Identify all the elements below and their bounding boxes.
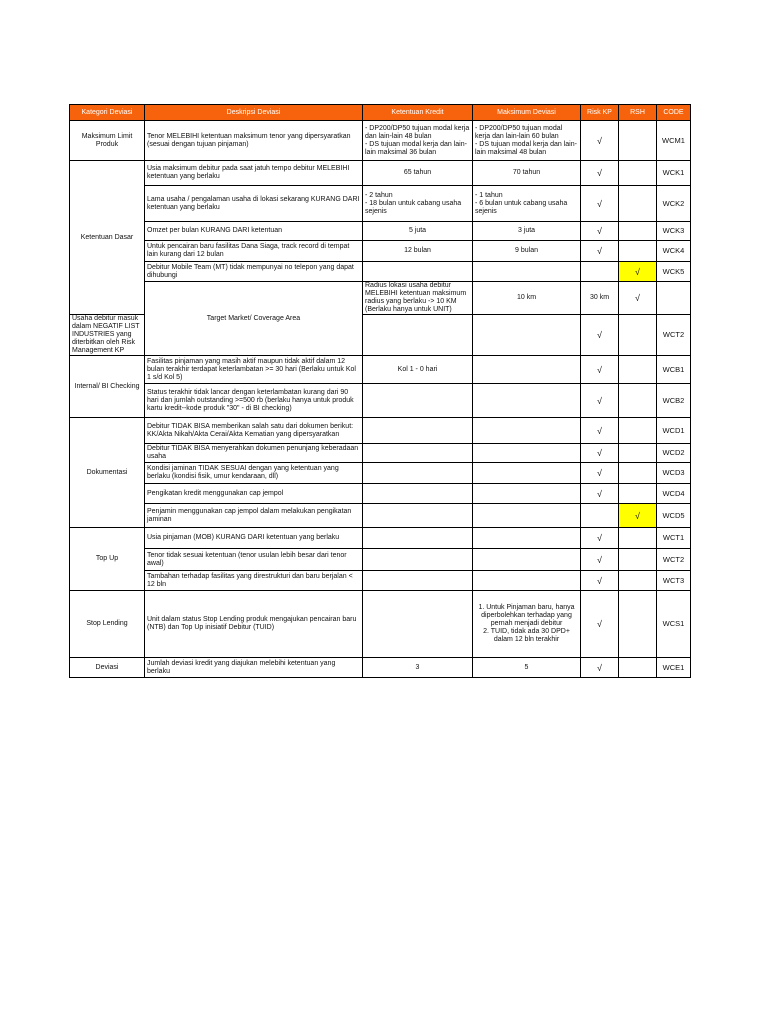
table-row	[70, 463, 691, 484]
rsh-check: √	[619, 504, 657, 528]
ketentuan-cell	[363, 528, 473, 549]
risk-kp-check: √	[581, 384, 619, 418]
code-cell: WCD5	[657, 504, 691, 528]
description-cell: Debitur Mobile Team (MT) tidak mempunyai no telepon yang dapat dihubungi	[145, 262, 363, 282]
table-row	[70, 121, 691, 161]
maksimum-cell	[473, 549, 581, 571]
maksimum-cell: 30 km	[581, 282, 619, 315]
code-cell: WCD3	[657, 463, 691, 484]
ketentuan-cell	[363, 444, 473, 463]
code-cell: WCK3	[657, 222, 691, 241]
code-cell: WCK2	[657, 186, 691, 222]
description-cell: Tambahan terhadap fasilitas yang direstrukturi dan baru berjalan < 12 bln	[145, 571, 363, 591]
risk-kp-check: √	[581, 418, 619, 444]
maksimum-cell	[473, 418, 581, 444]
description-cell: Usia maksimum debitur pada saat jatuh tempo debitur MELEBIHI ketentuan yang berlaku	[145, 161, 363, 186]
ketentuan-cell	[363, 315, 473, 356]
description-cell: Usaha debitur masuk dalam NEGATIF LIST INDUSTRIES yang diterbitkan oleh Risk Management KP	[70, 315, 145, 356]
table-row	[70, 484, 691, 504]
ketentuan-cell: 5 juta	[363, 222, 473, 241]
rsh-check	[619, 528, 657, 549]
table-row	[70, 282, 691, 315]
rsh-check	[619, 121, 657, 161]
table-row	[70, 528, 691, 549]
code-cell: WCB1	[657, 356, 691, 384]
header-ketentuan: Ketentuan Kredit	[363, 105, 473, 121]
table-row	[70, 161, 691, 186]
deviation-table	[69, 104, 691, 678]
risk-kp-check: √	[581, 356, 619, 384]
category-cell: Deviasi	[70, 658, 145, 678]
code-cell: WCS1	[657, 591, 691, 658]
rsh-check	[619, 356, 657, 384]
maksimum-cell: 9 bulan	[473, 241, 581, 262]
description-cell: Tenor MELEBIHI ketentuan maksimum tenor yang dipersyaratkan (sesuai dengan tujuan pinjaman)	[145, 121, 363, 161]
description-cell: Debitur TIDAK BISA memberikan salah satu dari dokumen berikut: KK/Akta Nikah/Akta Cerai/Akta Kematian yang dipersyaratkan	[145, 418, 363, 444]
ketentuan-cell	[363, 484, 473, 504]
risk-kp-check: √	[581, 528, 619, 549]
rsh-check	[657, 282, 691, 315]
ketentuan-cell: 3	[363, 658, 473, 678]
rsh-check	[619, 463, 657, 484]
maksimum-cell	[473, 463, 581, 484]
ketentuan-cell: 10 km	[473, 282, 581, 315]
category-cell: Maksimum Limit Produk	[70, 121, 145, 161]
header-deskripsi: Deskripsi Deviasi	[145, 105, 363, 121]
ketentuan-cell	[363, 591, 473, 658]
header-kategori: Kategori Deviasi	[70, 105, 145, 121]
ketentuan-cell: 12 bulan	[363, 241, 473, 262]
risk-kp-check: √	[581, 444, 619, 463]
description-cell: Penjamin menggunakan cap jempol dalam melakukan pengikatan jaminan	[145, 504, 363, 528]
table-row	[70, 658, 691, 678]
description-cell: Lama usaha / pengalaman usaha di lokasi sekarang KURANG DARI ketentuan yang berlaku	[145, 186, 363, 222]
risk-kp-check: √	[619, 282, 657, 315]
table-row	[70, 418, 691, 444]
maksimum-cell: 5	[473, 658, 581, 678]
risk-kp-check: √	[581, 571, 619, 591]
code-cell: WCD2	[657, 444, 691, 463]
rsh-check	[619, 484, 657, 504]
category-cell: Stop Lending	[70, 591, 145, 658]
rsh-check	[619, 591, 657, 658]
ketentuan-cell: 65 tahun	[363, 161, 473, 186]
maksimum-cell	[473, 484, 581, 504]
maksimum-cell: 3 juta	[473, 222, 581, 241]
code-cell: WCT1	[657, 528, 691, 549]
category-cell: Target Market/ Coverage Area	[145, 282, 363, 356]
description-cell: Debitur TIDAK BISA menyerahkan dokumen penunjang keberadaan usaha	[145, 444, 363, 463]
rsh-check	[619, 161, 657, 186]
code-cell: WCT2	[657, 315, 691, 356]
description-cell: Usia pinjaman (MOB) KURANG DARI ketentuan yang berlaku	[145, 528, 363, 549]
table-row	[70, 356, 691, 384]
risk-kp-check: √	[581, 484, 619, 504]
ketentuan-cell	[363, 384, 473, 418]
code-cell: WCT2	[657, 549, 691, 571]
risk-kp-check: √	[581, 121, 619, 161]
description-cell: Fasilitas pinjaman yang masih aktif maupun tidak aktif dalam 12 bulan terakhir terdapat keterlambatan >= 30 hari (Berlaku untuk Kol 1 s/d Kol 5)	[145, 356, 363, 384]
risk-kp-check: √	[581, 591, 619, 658]
description-cell: Unit dalam status Stop Lending produk mengajukan pencairan baru (NTB) dan Top Up inisiatif Debitur (TUID)	[145, 591, 363, 658]
rsh-check	[619, 315, 657, 356]
maksimum-cell	[473, 504, 581, 528]
maksimum-cell: - 1 tahun - 6 bulan untuk cabang usaha sejenis	[473, 186, 581, 222]
ketentuan-cell	[363, 549, 473, 571]
table-row	[70, 444, 691, 463]
description-cell: Kondisi jaminan TIDAK SESUAI dengan yang ketentuan yang berlaku (kondisi fisik, umur kendaraan, dll)	[145, 463, 363, 484]
ketentuan-cell: Kol 1 - 0 hari	[363, 356, 473, 384]
code-cell: WCB2	[657, 384, 691, 418]
maksimum-cell	[473, 571, 581, 591]
category-cell: Dokumentasi	[70, 418, 145, 528]
code-cell: WCK4	[657, 241, 691, 262]
maksimum-cell: 1. Untuk Pinjaman baru, hanya diperbolehkan terhadap yang pernah menjadi debitur 2. TUID, tidak ada 30 DPD+ dalam 12 bln terakhir	[473, 591, 581, 658]
header-code: CODE	[657, 105, 691, 121]
maksimum-cell	[473, 315, 581, 356]
risk-kp-check: √	[581, 658, 619, 678]
code-cell: WCT3	[657, 571, 691, 591]
risk-kp-check	[581, 504, 619, 528]
description-cell: Status terakhir tidak lancar dengan keterlambatan kurang dari 90 hari dan jumlah outstanding >=500 rb (berlaku hanya untuk produk kartu kredit--kode produk "30" - di BI checking)	[145, 384, 363, 418]
rsh-check: √	[619, 262, 657, 282]
rsh-check	[619, 222, 657, 241]
risk-kp-check: √	[581, 161, 619, 186]
category-cell: Top Up	[70, 528, 145, 591]
header-row	[70, 105, 691, 121]
table-row	[70, 571, 691, 591]
ketentuan-cell	[363, 418, 473, 444]
maksimum-cell	[473, 384, 581, 418]
maksimum-cell	[473, 356, 581, 384]
risk-kp-check: √	[581, 315, 619, 356]
code-cell: WCK1	[657, 161, 691, 186]
table-row	[70, 262, 691, 282]
description-cell: Pengikatan kredit menggunakan cap jempol	[145, 484, 363, 504]
risk-kp-check: √	[581, 463, 619, 484]
maksimum-cell	[473, 444, 581, 463]
description-cell: Radius lokasi usaha debitur MELEBIHI ketentuan maksimum radius yang berlaku -> 10 KM (Berlaku hanya untuk UNIT)	[363, 282, 473, 315]
description-cell: Omzet per bulan KURANG DARI ketentuan	[145, 222, 363, 241]
code-cell: WCE1	[657, 658, 691, 678]
rsh-check	[619, 418, 657, 444]
header-risk-kp: Risk KP	[581, 105, 619, 121]
risk-kp-check: √	[581, 186, 619, 222]
rsh-check	[619, 186, 657, 222]
rsh-check	[619, 571, 657, 591]
table-row	[70, 384, 691, 418]
code-cell: WCK5	[657, 262, 691, 282]
code-cell: WCD1	[657, 418, 691, 444]
rsh-check	[619, 444, 657, 463]
rsh-check	[619, 241, 657, 262]
header-rsh: RSH	[619, 105, 657, 121]
ketentuan-cell	[363, 504, 473, 528]
description-cell: Jumlah deviasi kredit yang diajukan melebihi ketentuan yang berlaku	[145, 658, 363, 678]
maksimum-cell: 70 tahun	[473, 161, 581, 186]
ketentuan-cell	[363, 463, 473, 484]
ketentuan-cell: - 2 tahun - 18 bulan untuk cabang usaha sejenis	[363, 186, 473, 222]
risk-kp-check	[581, 262, 619, 282]
rsh-check	[619, 658, 657, 678]
deviation-table-sheet	[69, 104, 691, 678]
ketentuan-cell	[363, 262, 473, 282]
ketentuan-cell	[363, 571, 473, 591]
table-row	[70, 241, 691, 262]
risk-kp-check: √	[581, 222, 619, 241]
rsh-check	[619, 549, 657, 571]
header-maksimum: Maksimum Deviasi	[473, 105, 581, 121]
risk-kp-check: √	[581, 241, 619, 262]
description-cell: Tenor tidak sesuai ketentuan (tenor usulan lebih besar dari tenor awal)	[145, 549, 363, 571]
description-cell: Untuk pencairan baru fasilitas Dana Siaga, track record di tempat lain kurang dari 12 bulan	[145, 241, 363, 262]
code-cell: WCM1	[657, 121, 691, 161]
table-row	[70, 504, 691, 528]
maksimum-cell	[473, 528, 581, 549]
category-cell: Ketentuan Dasar	[70, 161, 145, 315]
table-row	[70, 186, 691, 222]
maksimum-cell	[473, 262, 581, 282]
table-row	[70, 549, 691, 571]
category-cell: Internal/ BI Checking	[70, 356, 145, 418]
risk-kp-check: √	[581, 549, 619, 571]
table-row	[70, 591, 691, 658]
code-cell: WCD4	[657, 484, 691, 504]
rsh-check	[619, 384, 657, 418]
table-row	[70, 222, 691, 241]
ketentuan-cell: - DP200/DP50 tujuan modal kerja dan lain-lain 48 bulan - DS tujuan modal kerja dan lain-lain maksimal 36 bulan	[363, 121, 473, 161]
maksimum-cell: - DP200/DP50 tujuan modal kerja dan lain-lain 60 bulan - DS tujuan modal kerja dan lain-lain maksimal 48 bulan	[473, 121, 581, 161]
